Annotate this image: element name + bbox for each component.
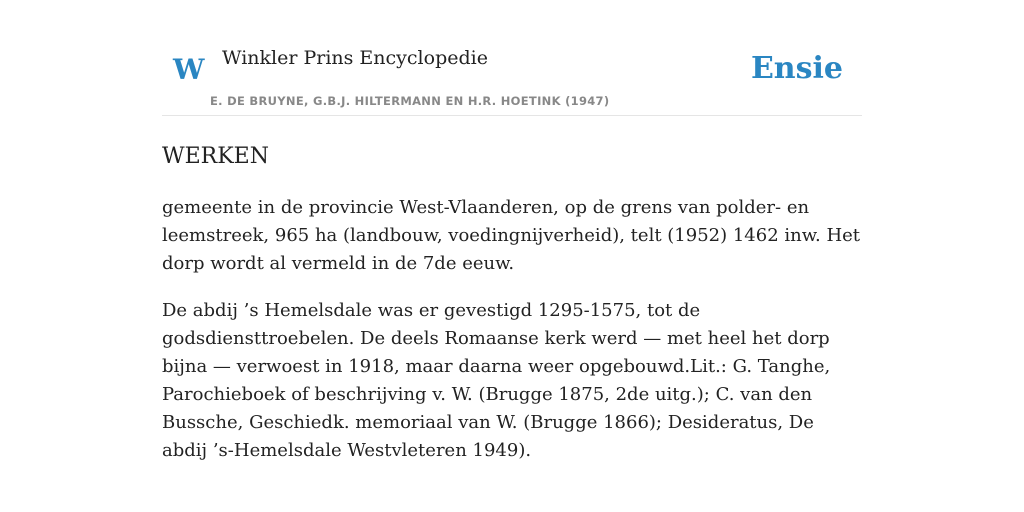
brand-logo-link[interactable]: Ensie: [750, 51, 843, 86]
article-paragraph: gemeente in de provincie West-Vlaanderen, op de grens van polder- en leemstreek, 965 ha (landbouw, voedingnijverheid), telt (1952) 1462 inw. Het dorp wordt al vermeld in de 7de eeuw.: [162, 197, 861, 274]
header: [162, 0, 862, 116]
source-title-link[interactable]: Winkler Prins Encyclopedie: [222, 47, 488, 69]
article-title: WERKEN: [162, 144, 269, 169]
article-paragraph: De abdij ’s Hemelsdale was er gevestigd 1295-1575, tot de godsdiensttroebelen. De deels Romaanse kerk werd — met heel het dorp bijna — verwoest in 1918, maar daarna weer opgebouwd.Lit.: G. Tanghe, Parochieboek of beschrijving v. W. (Brugge 1875, 2de uitg.); C. van den Bussche, Geschiedk. memoriaal van W. (Brugge 1866); Desideratus, De abdij ’s-Hemelsdale Westvleteren 1949).: [162, 300, 831, 461]
content-container: [162, 0, 862, 484]
article-body: [162, 194, 862, 465]
source-logo[interactable]: W: [173, 53, 205, 86]
source-authors: E. DE BRUYNE, G.B.J. HILTERMANN EN H.R. HOETINK (1947): [210, 94, 610, 108]
